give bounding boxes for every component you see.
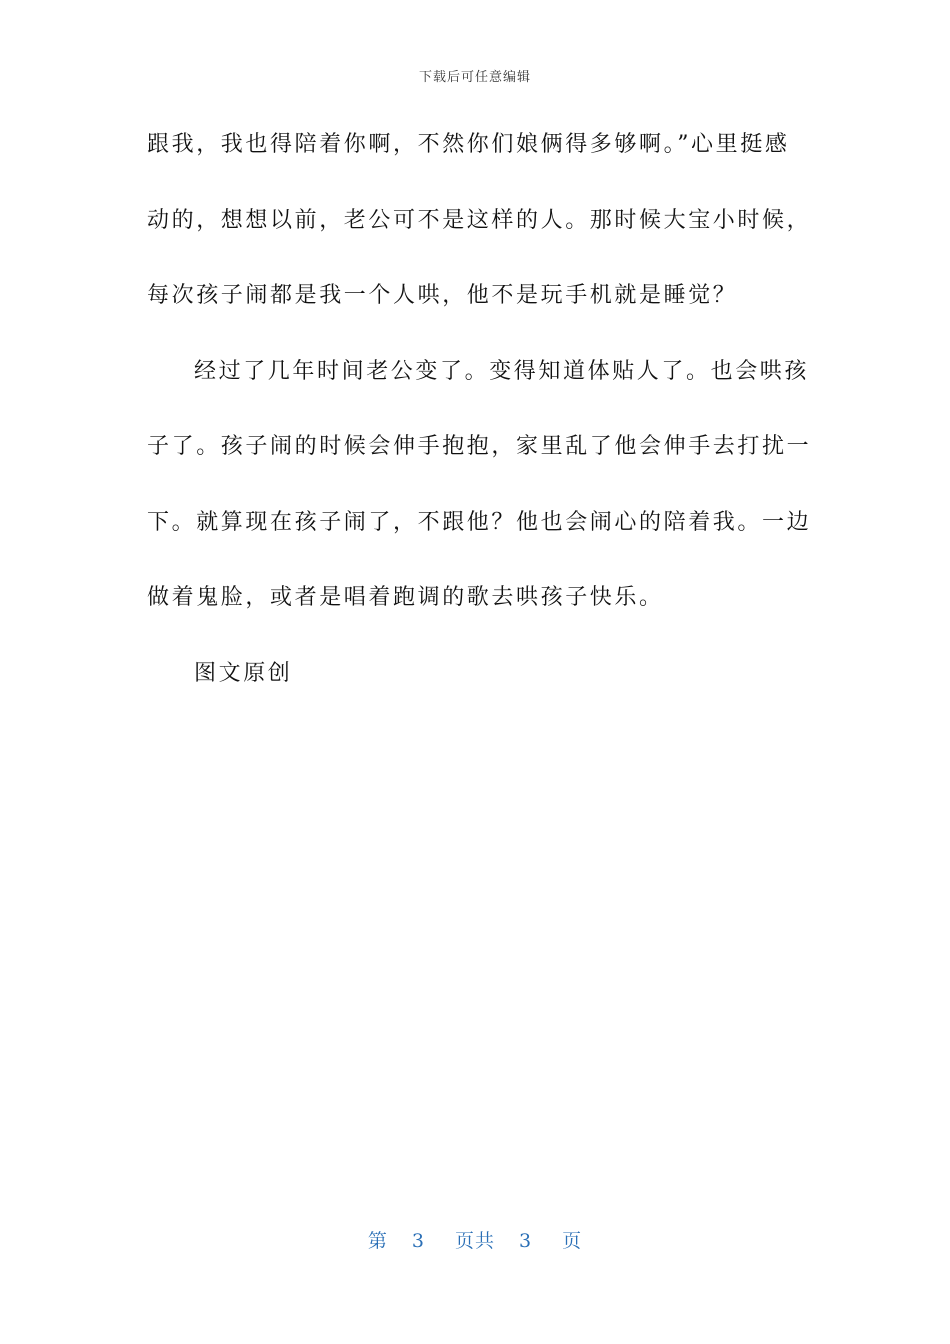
text-line: 下。就算现在孩子闹了，不跟他？他也会闹心的陪着我。一边	[147, 509, 812, 535]
footer-total-pages: 3	[519, 1230, 533, 1252]
footer-label-page-end: 页	[562, 1230, 583, 1252]
text-line: 动的，想想以前，老公可不是这样的人。那时候大宝小时候，	[147, 207, 812, 233]
paragraph-2	[147, 347, 812, 649]
paragraph-3	[147, 649, 797, 725]
paragraph-1	[147, 120, 812, 347]
text-line: 每次孩子闹都是我一个人哄，他不是玩手机就是睡觉？	[147, 283, 738, 308]
text-line: 做着鬼脸，或者是唱着跑调的歌去哄孩子快乐。	[147, 585, 664, 610]
footer-current-page: 3	[411, 1230, 425, 1252]
text-line: 经过了几年时间老公变了。变得知道体贴人了。也会哄孩	[194, 358, 810, 384]
text-line: 跟我，我也得陪着你啊，不然你们娘俩得多够啊。”心里挺感	[147, 132, 790, 157]
footer-label-page: 第	[367, 1230, 388, 1252]
text-line: 子了。孩子闹的时候会伸手抱抱，家里乱了他会伸手去打扰一	[147, 434, 812, 459]
footer-label-of: 页共	[454, 1230, 495, 1252]
page-header-note: 下载后可任意编辑	[418, 70, 531, 85]
text-line: 图文原创	[194, 660, 293, 686]
page-number-footer	[0, 1226, 950, 1253]
document-body	[147, 120, 812, 724]
